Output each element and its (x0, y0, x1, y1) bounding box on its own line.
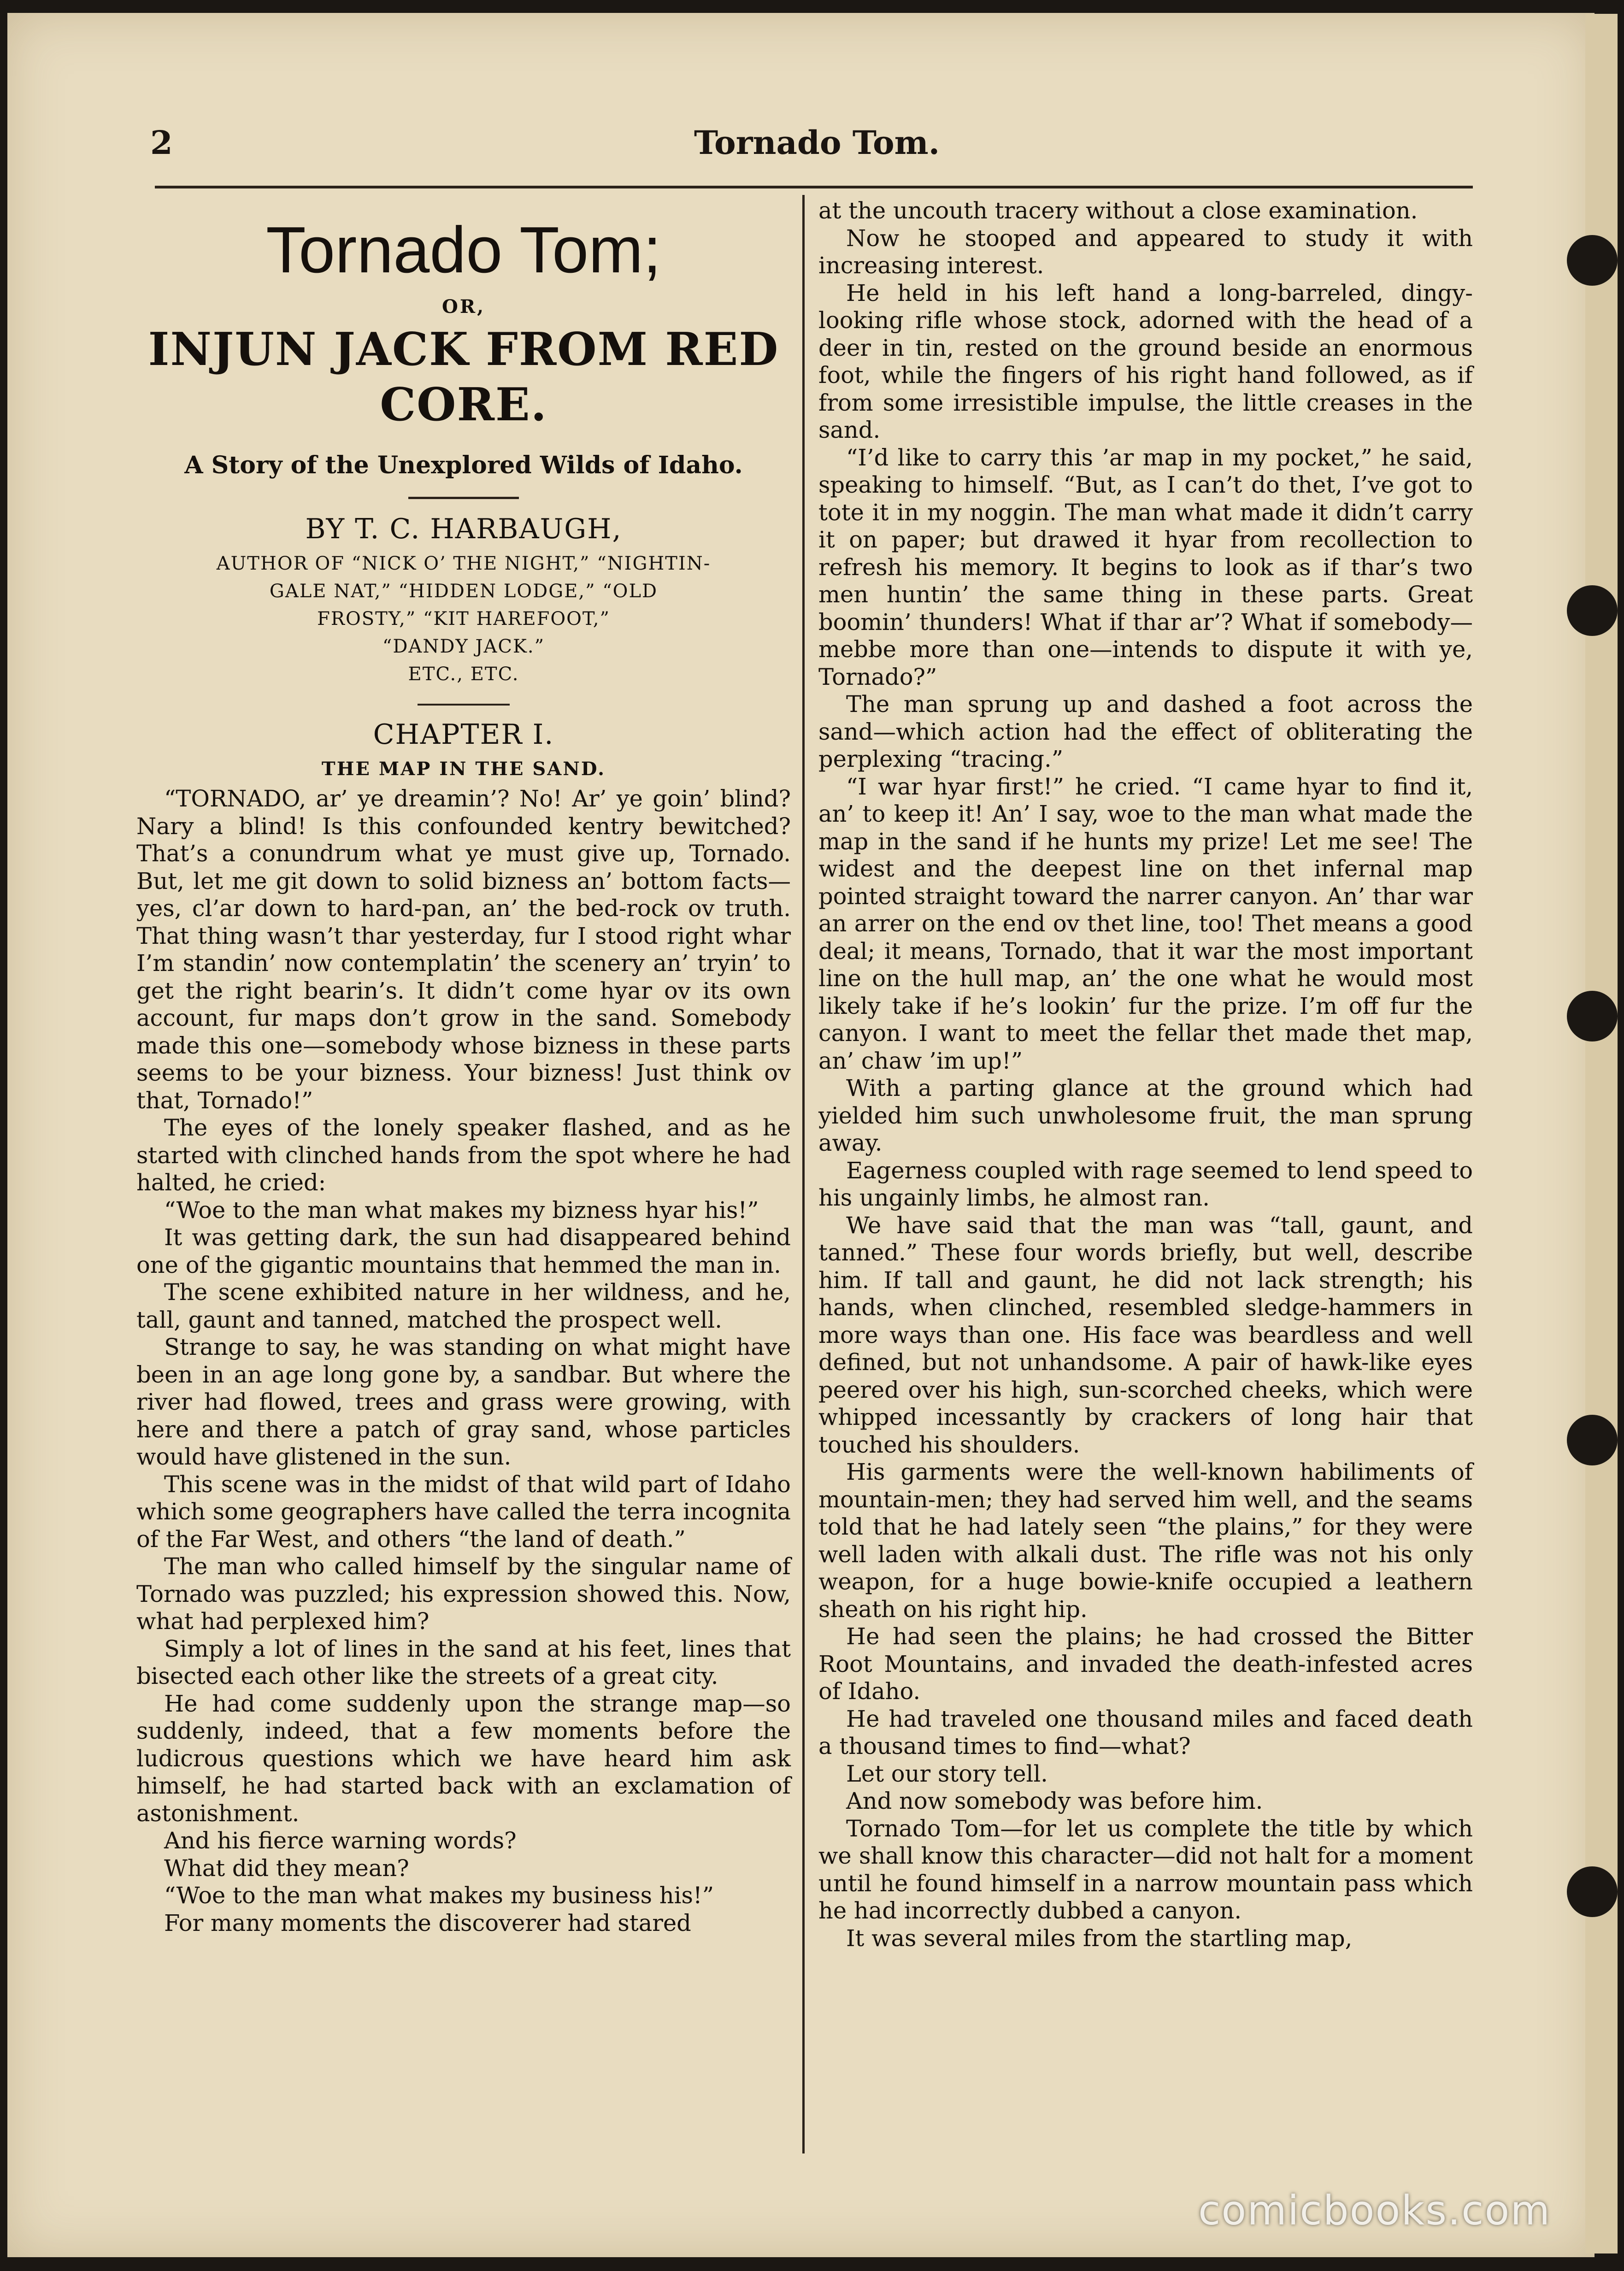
paragraph: And his fierce warning words? (164, 1827, 517, 1854)
paragraph: With a parting glance at the ground which had yielded him such unwholesome fruit, the man sprung away. (818, 1075, 1473, 1156)
paragraph: Let our story tell. (846, 1760, 1048, 1787)
left-column (136, 197, 791, 1937)
chapter-heading: CHAPTER I. (373, 718, 554, 751)
paragraph: The man sprung up and dashed a foot across the sand—which action had the effect of obliterating the perplexing “tracing.” (818, 691, 1473, 772)
credits-line: GALE NAT,” “HIDDEN LODGE,” “OLD (269, 581, 658, 602)
page-edge (1585, 14, 1618, 2253)
story-title: Tornado Tom; (266, 213, 661, 287)
paragraph: “I war hyar first!” he cried. “I came hyar to find it, an’ to keep it! An’ I say, woe to the man what made the map in the sand if he hunts my prize! Let me see! The widest and the deepest line on thet infernal map pointed straight toward the narrer canyon. An’ thar war an arrer on the end ov thet line, too! Thet means a good deal; it means, Tornado, that it war the most important line on the hull map, an’ the one what he would most likely take if he’s lookin’ fur the prize. I’m off fur the canyon. I want to meet the fellar thet made thet map, an’ chaw ’im up!” (818, 773, 1473, 1074)
column-divider (802, 195, 805, 2153)
paragraph: He held in his left hand a long-barreled, dingy-looking rifle whose stock, adorned with the head of a deer in tin, rested on the ground beside an enormous foot, while the fingers of his right hand followed, as if from some irresistible impulse, the little creases in the sand. (818, 279, 1473, 443)
paragraph: He had seen the plains; he had crossed the Bitter Root Mountains, and invaded the death-infested acres of Idaho. (818, 1623, 1473, 1705)
paragraph: “Woe to the man what makes my business his!” (164, 1882, 714, 1909)
credits-line: FROSTY,” “KIT HAREFOOT,” (317, 608, 610, 630)
paragraph: His garments were the well-known habiliments of mountain-men; they had served him well, and the seams told that he had lately seen “the plains,” for they were well laden with alkali dust. The rifle was not his only weapon, for a huge bowie-knife occupied a leathern sheath on his right hip. (818, 1459, 1473, 1623)
paragraph: And now somebody was before him. (846, 1788, 1263, 1814)
paragraph: This scene was in the midst of that wild part of Idaho which some geographers have called the terra incognita of the Far West, and others “the land of death.” (136, 1471, 791, 1553)
paragraph: For many moments the discoverer had stared (164, 1909, 691, 1936)
chapter-title: THE MAP IN THE SAND. (321, 758, 606, 780)
left-body-text (136, 785, 791, 1937)
byline-divider (418, 704, 510, 706)
binding-hole (1567, 991, 1618, 1041)
title-divider (408, 497, 519, 499)
header-rule (155, 186, 1473, 188)
paragraph: Now he stooped and appeared to study it with increasing interest. (818, 224, 1473, 279)
credits-line: “DANDY JACK.” (382, 636, 545, 657)
author-byline: BY T. C. HARBAUGH, (305, 513, 622, 545)
paragraph: Strange to say, he was standing on what might have been in an age long gone by, a sandbar. But where the river had flowed, trees and grass were growing, with here and there a patch of gray sand, whose particles would have glistened in the sun. (136, 1334, 791, 1470)
paragraph: “TORNADO, ar’ ye dreamin’? No! Ar’ ye goin’ blind? Nary a blind! Is this confounded kentry bewitched? That’s a conundrum what ye must give up, Tornado. But, let me git down to solid bizness an’ bottom facts—yes, cl’ar down to hard-pan, an’ the bed-rock ov truth. That thing wasn’t thar yesterday, fur I stood right whar I’m standin’ now contemplatin’ the scenery an’ tryin’ to get the right bearin’s. It didn’t come hyar ov its own account, fur maps don’t grow in the sand. Somebody made this one—somebody whose bizness in these parts seems to be your bizness. Your bizness! Just think ov that, Tornado!” (136, 785, 791, 1114)
paragraph: He had traveled one thousand miles and faced death a thousand times to find—what? (818, 1705, 1473, 1759)
paragraph: What did they mean? (164, 1854, 409, 1882)
right-column (818, 197, 1473, 1952)
paragraph: We have said that the man was “tall, gaunt, and tanned.” These four words briefly, but well, describe him. If tall and gaunt, he did not lack strength; his hands, when clinched, resembled sledge-hammers in more ways than one. His face was beardless and well defined, but not unhandsome. A pair of hawk-like eyes peered over his high, sun-scorched cheeks, which were whipped incessantly by crackers of long hair that touched his shoulders. (818, 1212, 1473, 1458)
paragraph: Eagerness coupled with rage seemed to lend speed to his ungainly limbs, he almost ran. (818, 1157, 1473, 1211)
story-tagline: A Story of the Unexplored Wilds of Idaho. (184, 451, 743, 479)
paragraph: He had come suddenly upon the strange map—so suddenly, indeed, that a few moments before the ludicrous questions which we have heard him ask himself, he had started back with an exclamation of astonishment. (136, 1690, 791, 1827)
binding-hole (1567, 1415, 1618, 1465)
paragraph: It was several miles from the startling map, (846, 1924, 1353, 1952)
running-title: Tornado Tom. (694, 124, 940, 162)
paragraph: The scene exhibited nature in her wildness, and he, tall, gaunt and tanned, matched the prospect well. (136, 1279, 791, 1333)
or-text: OR, (441, 296, 485, 318)
binding-hole (1567, 1866, 1618, 1917)
credits-line: AUTHOR OF “NICK O’ THE NIGHT,” “NIGHTIN- (216, 553, 711, 574)
credits-line: ETC., ETC. (408, 664, 519, 685)
binding-hole (1567, 585, 1618, 636)
alternate-title: INJUN JACK FROM RED CORE. (148, 323, 779, 431)
paragraph: The man who called himself by the singular name of Tornado was puzzled; his expression showed this. Now, what had perplexed him? (136, 1553, 791, 1635)
site-watermark: comicbooks.com (1198, 2187, 1551, 2234)
paragraph: “I’d like to carry this ’ar map in my pocket,” he said, speaking to himself. “But, as I can’t do thet, I’ve got to tote it in my noggin. The man what made it didn’t carry it on paper; but drawed it hyar from recollection to refresh his memory. It begins to look as if thar’s two men huntin’ the same thing in these parts. Great boomin’ thunders! What if thar ar’? What if somebody—mebbe more than one—intends to dispute it with ye, Tornado?” (818, 444, 1473, 690)
paragraph: “Woe to the man what makes my bizness hyar his!” (164, 1196, 759, 1224)
binding-hole (1567, 235, 1618, 286)
paragraph: The eyes of the lonely speaker flashed, and as he started with clinched hands from the spot where he had halted, he cried: (136, 1114, 791, 1196)
paragraph: Tornado Tom—for let us complete the title by which we shall know this character—did not halt for a moment until he found himself in a narrow mountain pass which he had incorrectly dubbed a canyon. (818, 1815, 1473, 1924)
paragraph: Simply a lot of lines in the sand at his feet, lines that bisected each other like the streets of a great city. (136, 1635, 791, 1689)
right-body-text (818, 197, 1473, 1952)
author-credits (136, 550, 791, 688)
continued-paragraph: at the uncouth tracery without a close examination. (818, 197, 1418, 224)
paragraph: It was getting dark, the sun had disappeared behind one of the gigantic mountains that hemmed the man in. (136, 1224, 791, 1278)
magazine-page (7, 13, 1595, 2257)
page-number: 2 (150, 124, 173, 162)
running-head (7, 124, 1595, 160)
